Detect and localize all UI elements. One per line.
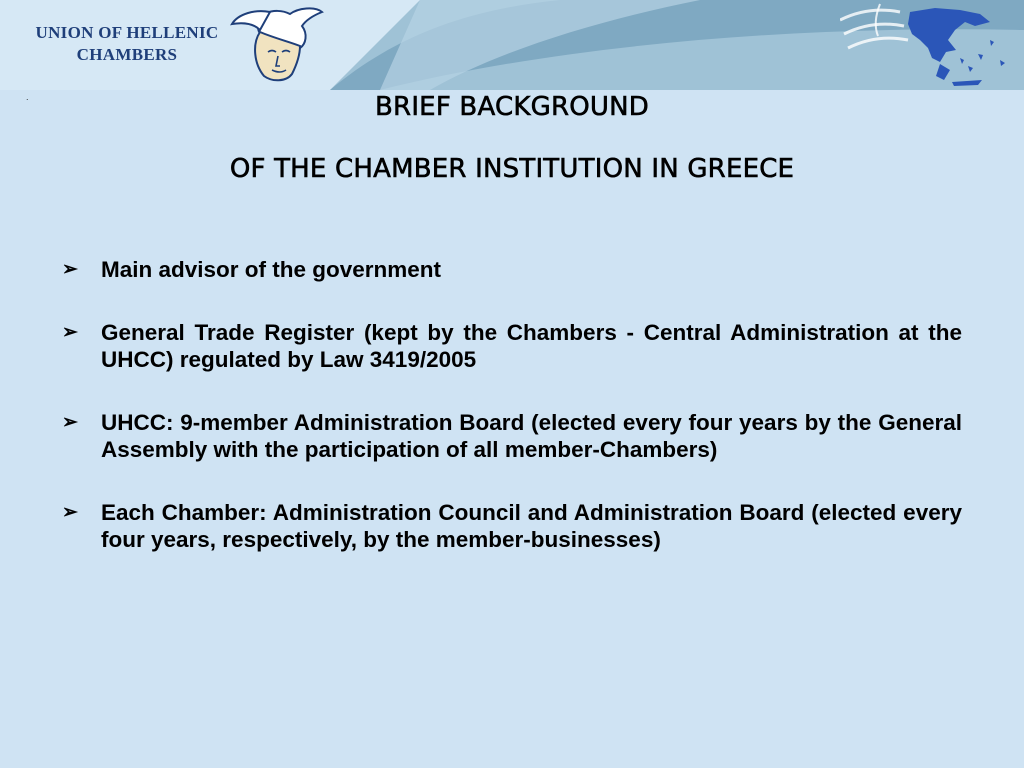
arrow-bullet-icon: ➢	[62, 322, 78, 343]
arrow-bullet-icon: ➢	[62, 412, 78, 433]
slide-title-line2: OF THE CHAMBER INSTITUTION IN GREECE	[229, 154, 795, 184]
list-item	[62, 319, 962, 373]
list-item-text: UHCC: 9-member Administration Board (elected every four years by the General Assembly with the participation of all member-Chambers)	[101, 410, 962, 462]
bullet-list	[62, 256, 962, 589]
list-item-text: General Trade Register (kept by the Chambers - Central Administration at the UHCC) regulated by Law 3419/2005	[101, 320, 962, 372]
organization-name	[22, 22, 232, 66]
arrow-bullet-icon: ➢	[62, 502, 78, 523]
list-item-text: Main advisor of the government	[101, 257, 442, 282]
arrow-bullet-icon: ➢	[62, 259, 78, 280]
greece-map-icon	[840, 0, 1024, 90]
list-item-text: Each Chamber: Administration Council and Administration Board (elected every four years, respectively, by the member-businesses)	[101, 500, 962, 552]
organization-name-line2: CHAMBERS	[76, 45, 178, 64]
list-item	[62, 499, 962, 553]
hermes-head-icon	[230, 4, 325, 84]
list-item	[62, 409, 962, 463]
slide-marker: .	[26, 92, 29, 102]
organization-name-line1: UNION OF HELLENIC	[35, 23, 219, 42]
list-item	[62, 256, 962, 283]
slide-title-line1: BRIEF BACKGROUND	[375, 92, 649, 122]
